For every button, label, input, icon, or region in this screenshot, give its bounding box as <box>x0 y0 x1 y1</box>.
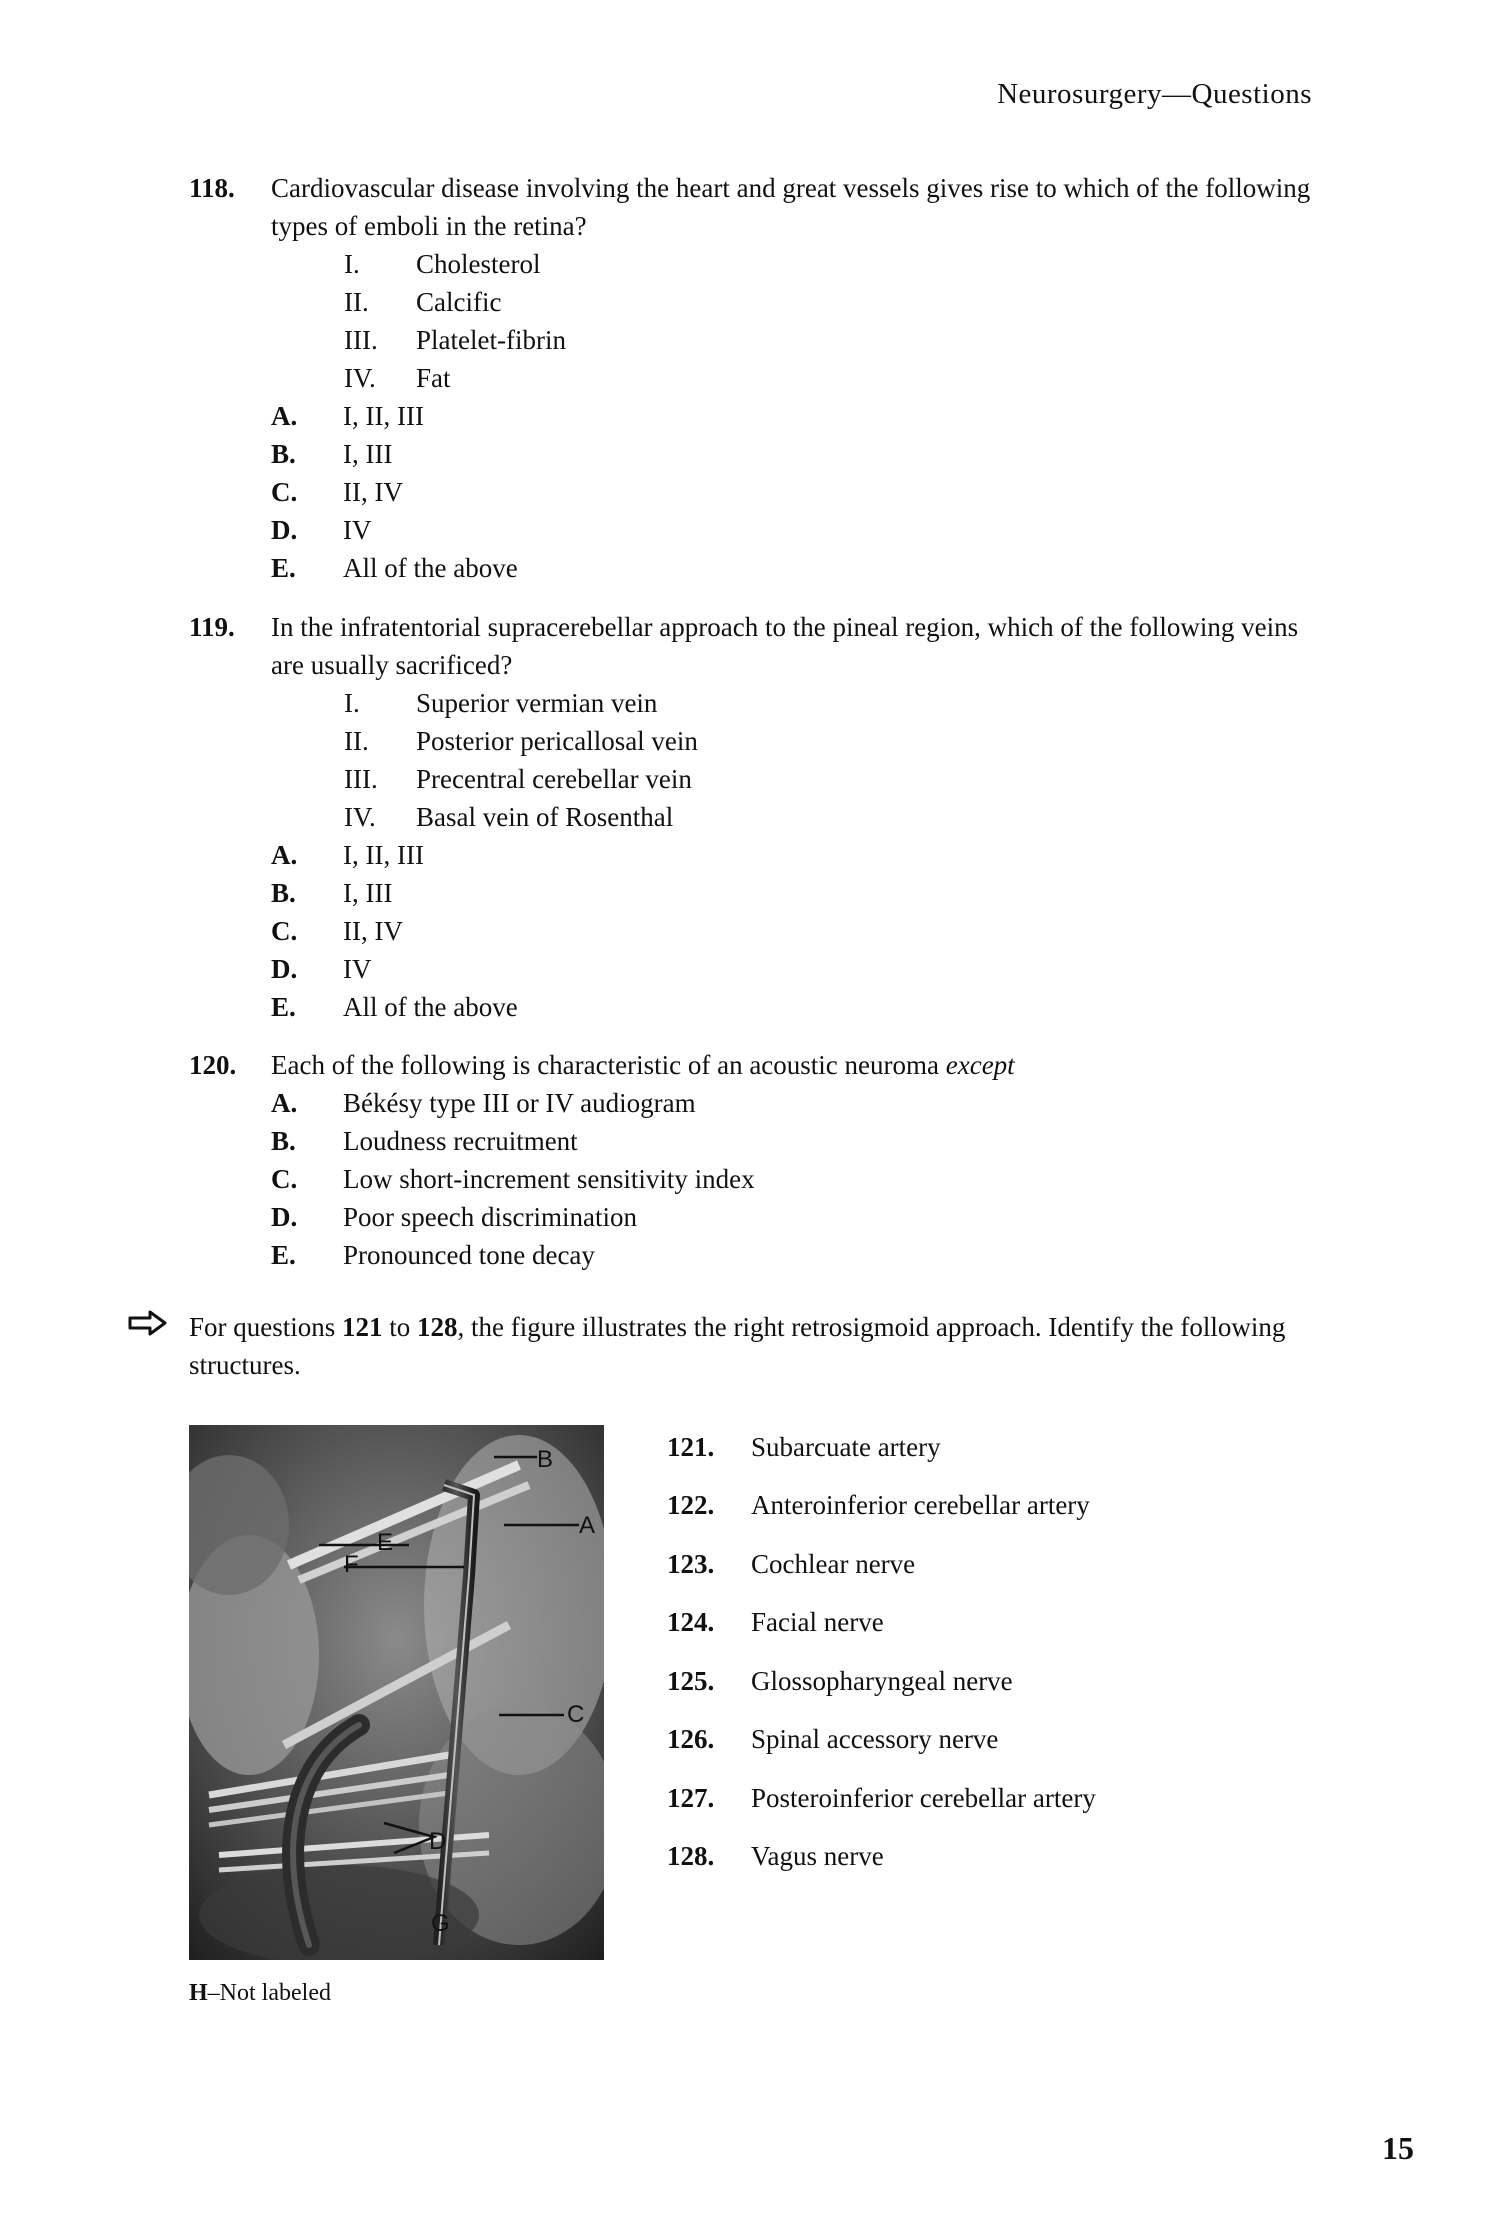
label-F: F <box>344 1551 359 1578</box>
roman-item: II. Posterior pericallosal vein <box>344 726 698 756</box>
question-number: 118. <box>189 173 235 203</box>
answer-option: A. Békésy type III or IV audiogram <box>271 1088 696 1118</box>
label-G: G <box>431 1910 450 1937</box>
answer-option: D. IV <box>271 954 372 984</box>
list-item: 121. Subarcuate artery <box>667 1431 941 1462</box>
label-D: D <box>429 1828 447 1855</box>
list-item: 127. Posteroinferior cerebellar artery <box>667 1782 1096 1813</box>
answer-option: E. All of the above <box>271 992 518 1022</box>
roman-item: I. Cholesterol <box>344 249 541 279</box>
question-stem: Cardiovascular disease involving the heart and great vessels gives rise to which of the following types of emboli in the retina? <box>271 173 1311 241</box>
list-item: 122. Anteroinferior cerebellar artery <box>667 1490 1090 1521</box>
answer-option: D. Poor speech discrimination <box>271 1202 637 1232</box>
page-number: 15 <box>1382 2130 1414 2166</box>
roman-item: IV. Fat <box>344 363 451 393</box>
list-item: 124. Facial nerve <box>667 1607 884 1638</box>
list-item: 126. Spinal accessory nerve <box>667 1724 999 1755</box>
label-A: A <box>579 1512 596 1539</box>
answer-option: C. II, IV <box>271 477 403 507</box>
list-item: 125. Glossopharyngeal nerve <box>667 1665 1013 1696</box>
figure-instruction <box>128 1308 1328 1384</box>
answer-option: C. II, IV <box>271 916 403 946</box>
answer-option: E. All of the above <box>271 553 518 583</box>
answer-option: A. I, II, III <box>271 840 424 870</box>
roman-item: I. Superior vermian vein <box>344 688 658 718</box>
surgical-photo-figure <box>189 1425 604 1960</box>
figure-caption: H–Not labeled <box>189 1980 331 2006</box>
question-number: 119. <box>189 612 235 642</box>
question-119 <box>189 608 1319 1026</box>
answer-option: B. I, III <box>271 439 393 469</box>
arrow-right-icon <box>128 1308 189 1384</box>
answer-option: C. Low short-increment sensitivity index <box>271 1164 755 1194</box>
label-B: B <box>537 1446 554 1473</box>
instruction-text: For questions 121 to 128, the figure illustrates the right retrosigmoid approach. Identify the following structures. <box>189 1312 1286 1380</box>
label-C: C <box>567 1701 585 1728</box>
list-item: 123. Cochlear nerve <box>667 1548 916 1579</box>
roman-item: II. Calcific <box>344 287 502 317</box>
answer-option: E. Pronounced tone decay <box>271 1240 595 1270</box>
question-number: 120. <box>189 1050 237 1080</box>
label-E: E <box>377 1529 394 1556</box>
emphasis-except: except <box>945 1050 1015 1080</box>
answer-option: D. IV <box>271 515 372 545</box>
question-stem: In the infratentorial supracerebellar approach to the pineal region, which of the following veins are usually sacrificed? <box>271 612 1299 680</box>
answer-option: A. I, II, III <box>271 401 424 431</box>
roman-item: III. Platelet-fibrin <box>344 325 566 355</box>
question-stem: Each of the following is characteristic of an acoustic neuroma except <box>271 1050 1015 1080</box>
answer-option: B. I, III <box>271 878 393 908</box>
list-item: 128. Vagus nerve <box>667 1841 884 1872</box>
structure-list <box>667 1418 1096 1886</box>
answer-option: B. Loudness recruitment <box>271 1126 578 1156</box>
question-120 <box>189 1046 1319 1274</box>
roman-item: IV. Basal vein of Rosenthal <box>344 802 674 832</box>
roman-item: III. Precentral cerebellar vein <box>344 764 692 794</box>
running-header: Neurosurgery—Questions <box>997 78 1312 110</box>
question-118 <box>189 169 1319 587</box>
